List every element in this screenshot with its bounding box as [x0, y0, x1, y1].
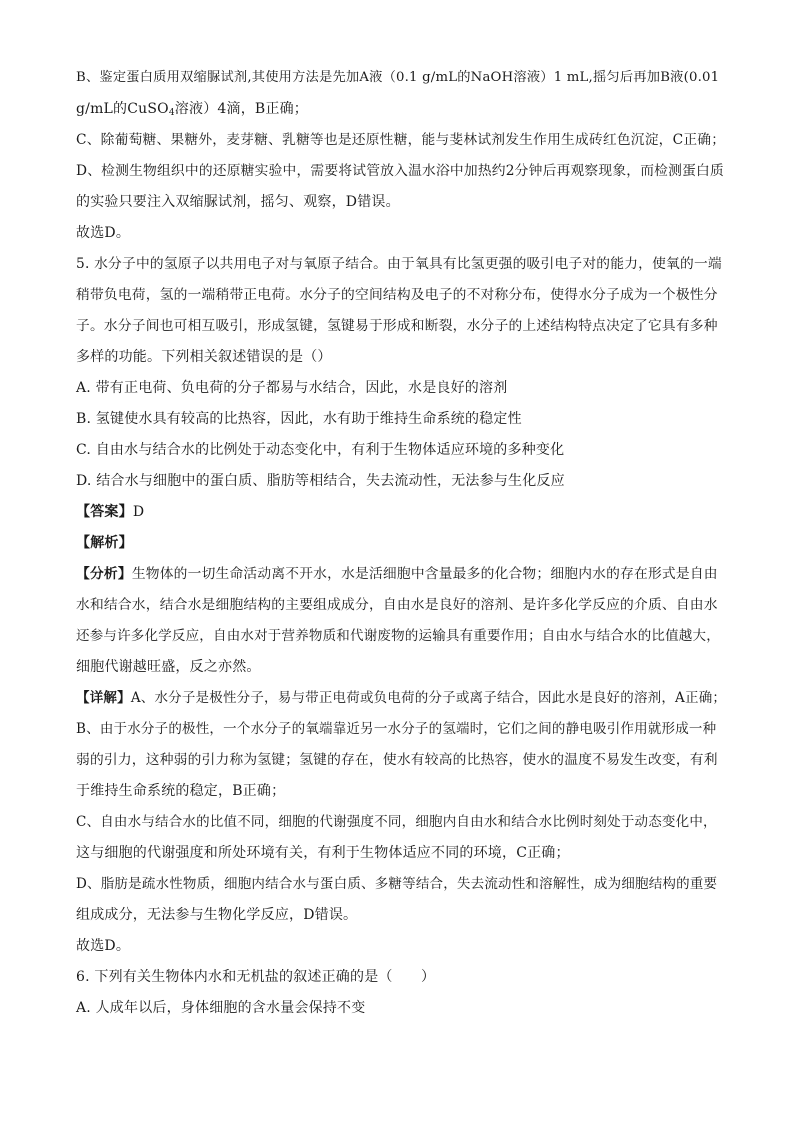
text-line: 子。水分子间也可相互吸引，形成氢键，氢键易于形成和断裂，水分子的上述结构特点决定了它具有多种 — [76, 318, 718, 334]
option-c: C. 自由水与结合水的比例处于动态变化中，有利于生物体适应环境的多种变化 — [76, 442, 565, 458]
option-a: A. 带有正电荷、负电荷的分子都易与水结合，因此，水是良好的溶剂 — [76, 380, 508, 396]
text-line: C、除葡萄糖、果糖外，麦芽糖、乳糖等也是还原性糖，能与斐林试剂发生作用生成砖红色沉淀，C正确； — [76, 132, 726, 148]
fenxi-label: 【分析】 — [76, 566, 132, 582]
analysis-label: 【解析】 — [76, 535, 133, 551]
subscript: 4 — [168, 108, 175, 118]
text-line: B、鉴定蛋白质用双缩脲试剂,其使用方法是先加A液（0.1 g/mL的NaOH溶液）1 mL,摇匀后再加B液(0.01 — [76, 70, 720, 85]
text-line: 稍带负电荷，氢的一端稍带正电荷。水分子的空间结构及电子的不对称分布，使得水分子成为一个极性分 — [76, 287, 718, 303]
text-line: 水和结合水，结合水是细胞结构的主要组成成分，自由水是良好的溶剂、是许多化学反应的介质、自由水 — [76, 597, 718, 613]
text-span: g/mL的CuSO — [76, 101, 169, 117]
text-line: B、由于水分子的极性，一个水分子的氧端靠近另一水分子的氢端时，它们之间的静电吸引作用就形成一种 — [76, 721, 717, 737]
text-line — [76, 688, 726, 708]
text-line: D、检测生物组织中的还原糖实验中，需要将试管放入温水浴中加热约2分钟后再观察现象，而检测蛋白质 — [76, 163, 724, 179]
text-line: 组成成分，无法参与生物化学反应，D错误。 — [76, 907, 358, 923]
xiangjie-label: 【详解】 — [76, 690, 131, 706]
answer-label: 【答案】 — [76, 504, 133, 520]
text-line: 还参与许多化学反应，自由水对于营养物质和代谢废物的运输具有重要作用；自由水与结合水的比值越大， — [76, 628, 720, 644]
text-line: 于维持生命系统的稳定，B正确； — [76, 783, 286, 799]
answer-value: D — [132, 504, 145, 520]
text-line: 细胞代谢越旺盛，反之亦然。 — [76, 659, 261, 675]
text-line: D、脂肪是疏水性物质，细胞内结合水与蛋白质、多糖等结合，失去流动性和溶解性，成为细胞结构的重要 — [76, 876, 718, 892]
option-d: D. 结合水与细胞中的蛋白质、脂肪等相结合，失去流动性，无法参与生化反应 — [76, 473, 565, 489]
option-a: A. 人成年以后，身体细胞的含水量会保持不变 — [76, 1000, 366, 1016]
text-line: 多样的功能。下列相关叙述错误的是（） — [76, 349, 332, 365]
answer-line — [76, 502, 726, 522]
text-line: 这与细胞的代谢强度和所处环境有关，有利于生物体适应不同的环境，C正确； — [76, 845, 570, 861]
question-6-stem: 6. 下列有关生物体内水和无机盐的叙述正确的是（ ） — [76, 969, 436, 985]
text-line: 弱的引力，这种弱的引力称为氢键；氢键的存在，使水有较高的比热容，使水的温度不易发生改变，有利 — [76, 752, 718, 768]
text-line: 故选D。 — [76, 225, 131, 241]
question-5-stem: 5. 水分子中的氢原子以共用电子对与氧原子结合。由于氧具有比氢更强的吸引电子对的能力，使氧的一端 — [76, 256, 722, 272]
text-line: 故选D。 — [76, 938, 131, 954]
text-line — [76, 99, 726, 119]
text-line: 的实验只要注入双缩脲试剂，摇匀、观察，D错误。 — [76, 194, 400, 210]
text-line — [76, 564, 726, 584]
option-b: B. 氢键使水具有较高的比热容，因此，水有助于维持生命系统的稳定性 — [76, 411, 522, 427]
text-line: C、自由水与结合水的比值不同，细胞的代谢强度不同，细胞内自由水和结合水比例时刻处于动态变化中， — [76, 814, 717, 830]
text-span: 溶液）4滴，B正确； — [174, 101, 308, 117]
analysis-heading — [76, 533, 726, 553]
text-span: A、水分子是极性分子，易与带正电荷或负电荷的分子或离子结合，因此水是良好的溶剂，A正确； — [130, 690, 727, 706]
text-span: 生物体的一切生命活动离不开水，水是活细胞中含量最多的化合物；细胞内水的存在形式是自由 — [131, 566, 718, 582]
